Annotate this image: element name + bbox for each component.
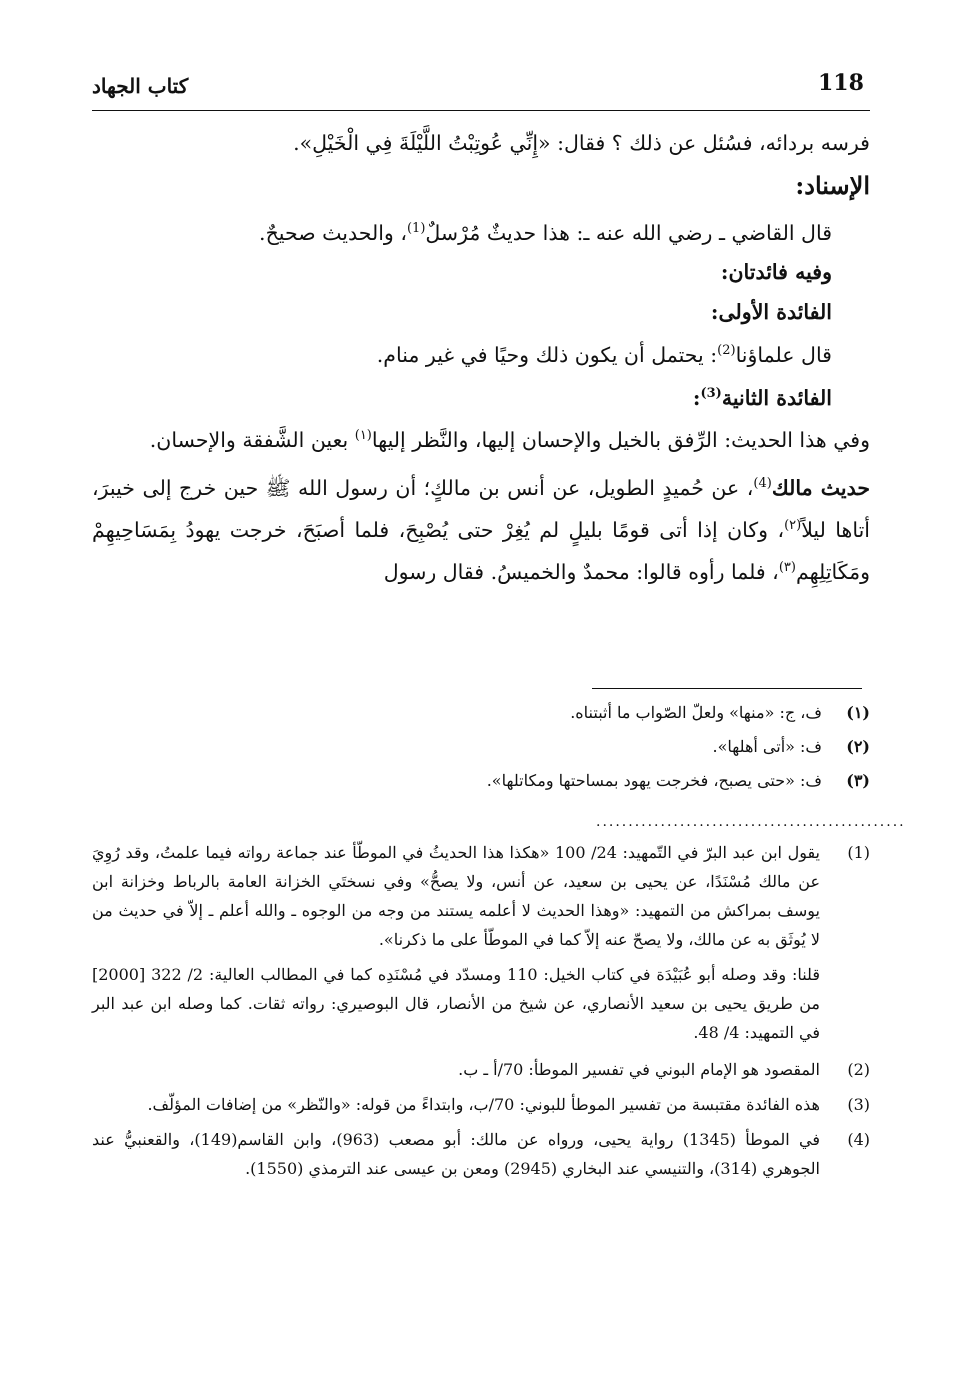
book-title: كتاب الجهاد [92,74,189,98]
footnote-rule [592,688,862,689]
footnote-text: المقصود هو الإمام البوني في تفسير الموطأ: 70/أ ـ ب. [458,1060,820,1079]
variant-note [340,696,870,730]
scholars-tail: : يحتمل أن يكون ذلك وحيًا في غير منام. [376,342,718,367]
hadith-text-a: وفي هذا الحديث: الرِّفق بالخيل والإحسان إليها، والنَّظر إليها [371,428,870,453]
variant-ref: (١) [354,428,372,444]
footnote-ref: (4) [753,476,772,492]
two-benefits-heading: وفيه فائدتان: [720,259,832,284]
isnad-heading: الإسناد: [795,171,870,200]
variant-note [340,764,870,798]
scholars-text: قال علماؤنا [735,342,832,367]
qadi-statement [92,210,870,252]
footnote-ref: (3) [700,385,722,401]
variant-ref: (٢) [784,518,802,534]
page-number: 118 [818,70,864,96]
footnote-number: (4) [847,1130,870,1149]
note-number: (٣) [846,771,870,790]
footnote-text: في الموطأ (1345) رواية يحيى، ورواه عن مالك: أبو مصعب (963)، وابن القاسم(149)، والقعنبيُّ عند الجوهري (314)، والتنيسي عند البخاري (2945) ومعن بن عيسى عند الترمذي (1550). [92,1130,821,1178]
note-text: ف: «حتى يصبح، فخرجت يهود بمساحتها ومكاتلها». [486,771,822,790]
note-number: (٢) [846,737,870,756]
note-text: ف: «أتى أهلها». [712,737,822,756]
running-header [92,66,870,111]
scholars-statement [92,332,870,374]
footnote-continuation: قلنا: وقد وصله أبو عُبَيْدَة في كتاب الخيل: 110 ومسدّد في مُسْنَدِه كما في المطالب العالية: 2/ 322 [2000] من طريق يحيى بن سعيد الأنصاري، عن شيخ من الأنصار، قال البوصيري: رواته ثقات. كما وصله ابن عبد البر في التمهيد: 4/ 48. [92,965,821,1042]
variant-ref: (٣) [778,559,796,575]
opening-line: فرسه بردائه، فسُئل عن ذلك ؟ فقال: «إِنِّي عُوتِبْتُ اللَّيْلَةَ فِي الْخَيْلِ». [293,131,870,155]
footnote-ref: (1) [406,221,426,236]
hadith-benefit-paragraph [92,417,870,459]
hadith-text-b: بعين الشَّفقة والإحسان. [149,428,355,453]
malik-text-b: ، وكان إذا أتى قومًا بليلٍ لم يُغِرْ حتى يُصْبِحَ، فلما أصبَحَ، خرجت يهودُ بِمَسَاحِيهِمْ ومَكَاتِلِهِم [92,517,870,584]
main-text [92,124,870,591]
footnote [92,838,870,954]
benefit-two-heading [92,374,870,418]
footnote-number: (2) [847,1060,870,1079]
footnote-ref: (2) [717,342,736,358]
footnote-text: يقول ابن عبد البرّ في التّمهيد: 24/ 100 «هكذا هذا الحديثُ في الموطّأ عند جماعة رواته فيما علمتُ، وقد رُوِيَ عن مالك مُسْنَدًا، عن يحيى بن سعيد، عن أنس، ولا يصحُّ» وفي نسختَي الخزانة العامة بالرباط وخزانة ابن يوسف بمراكش من التمهيد: «وهذا الحديث لا أعلمه يستند من وجه من الوجوه ـ والله أعلم ـ إلاّ في حديث من لا يُوثَق به عن مالك، ولا يصحّ عنه إلاّ كما في الموطّأ على ما ذكرنا». [92,843,821,949]
footnote [92,1125,870,1183]
benefit-one-heading: الفائدة الأولى: [710,299,832,324]
footnotes [92,838,870,1189]
footnote-number: (1) [847,843,870,862]
malik-lead: حديث مالك [771,476,871,501]
footnote-number: (3) [847,1095,870,1114]
note-text: ف، ج: «منها» ولعلّ الصّواب ما أثبتناه. [570,703,822,722]
malik-hadith-paragraph [92,465,870,590]
malik-text-c: ، فلما رأوه قالوا: محمدٌ والخميسُ. فقال رسول [383,559,779,584]
benefit-two-colon: : [692,385,701,410]
footnote-text: هذه الفائدة مقتبسة من تفسير الموطأ للبوني: 70/ب، وابتداءً من قوله: «والنّظر» من إضافات المؤلّف. [147,1095,820,1114]
qadi-text: قال القاضي ـ رضي الله عنه ـ: هذا حديثٌ مُرْسلٌ [425,220,832,245]
dotted-separator: ................................................ [596,814,906,830]
footnote [92,1055,870,1084]
benefit-two-text: الفائدة الثانية [721,385,832,410]
note-number: (١) [846,703,870,722]
malik-text-a: ، عن حُميدٍ الطويل، عن أنس بن مالكٍ؛ أن رسول الله ﷺ حين خرج إلى خيبرَ، أتاها ليلاً [92,476,870,542]
footnote [92,1090,870,1119]
variant-note [340,730,870,764]
variant-notes [340,696,870,798]
qadi-tail: ، والحديث صحيحٌ. [259,220,407,245]
